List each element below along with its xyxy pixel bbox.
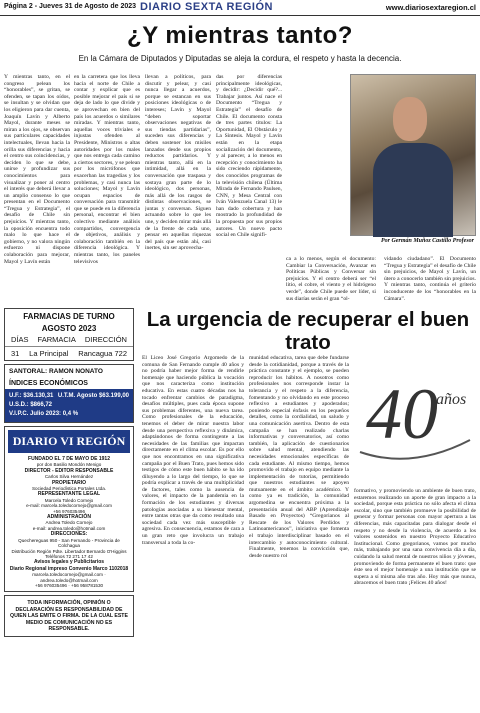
index-usd: U.S.D.: $866,72 [9, 402, 53, 408]
author-photo [350, 74, 476, 236]
pharmacies-month: AGOSTO 2023 [41, 324, 97, 333]
santoral: SANTORAL: RAMON NONATO [9, 368, 103, 375]
phone: Teléfonos 72 271 17 42 [45, 553, 93, 559]
page-number-date: Página 2 - Jueves 31 de Agosto de 2023 [4, 3, 137, 10]
pharmacies-col-address: DIRECCIÓN [84, 335, 127, 344]
owner-label: PROPIETARIO [51, 479, 87, 486]
article1-column-6: vidando ciudadano”. El Documento “Tregua y Estrategia” el desafío de Chile sin prejuicios, de Mayol y Lavín, un útero a conocerlo también sin prejuicios. Y mientras tanto, continúa el griterío inconducente de los “honorables en la Cámara”. [384, 256, 476, 302]
article1-column-4: das por diferencias principalmente ideológicas, y decidir: ¿Decidir qué?... Trabajar juntos. Así nace el Documento “Tregua y Estrategia” el desafío de Chile. El documento consta de tres partes títulos: La Oportunidad, El Obstáculo y La Sintesis. Mayol y Lavín están en la etapa socialización del documento, y al parecer, a lo menos en recepción y conocimiento ha sido creciendo rápidamente, dos conocidos programas de la televisión chilena (Última Mirada de Fernando Paulsen, CNN, y Mesa Central con Iván Valenzuela Canal 13) le han dado cobertura y han mostrado la profundidad de la propuesta por sus propios autores. Un nuevo pacto social en Chile signifi- [216, 74, 282, 239]
pharmacies-row-address: Rancagua 722 [78, 349, 127, 358]
address-2: Distribución Región Pdte. Libertador Bernardo O'Higgins [11, 548, 127, 554]
admin-name: Andrea Toledo Cornejo [45, 520, 93, 526]
badge-word: años [436, 391, 467, 408]
pharmacies-col-day: DÍAS [11, 335, 29, 344]
article1-column-5: ca a lo menos, según el documento: Cambiar la Conversación, Avanzar en Políticas Públicas y Conversar sin prejuicios. Y el centro deberá ser “el litio, el cobre, el viento y el hidrógeno verde”, donde Chile puede ser líder, si sus diarías serán el gran “ol- [286, 256, 376, 302]
author-photo-face [393, 97, 427, 141]
director: Carlos Silva Hernández [44, 474, 94, 480]
address: Quechereguas 950 - San Fernando - Provincia de Colchagua [18, 537, 120, 549]
legal-label: REPRESENTANTE LEGAL [37, 491, 101, 498]
newspaper-brand: DIARIO SEXTA REGIÓN [140, 1, 273, 13]
article2-column-1: El Liceo José Gregorio Argomedo de la comuna de San Fernando cumple 40 años y no podría haber mejor forma de rendirle homenaje que haciendo pública la vocación que nos caracteriza como institución educativa. En estas cuatro décadas nos ha tocado enfrentar cambios de paradigma, desafíos múltiples, pues cada época supone sus problemas diferentes, una nueva tarea. Como profesionales de la educación, tenemos el deber de mirar nuestra labor desde una perspectiva reflexiva y dinámica, adaptándonos de forma contingente a las necesidades de las familias que impactan directamente en el clima escolar. Es por ello que nos encontramos en una significativa campaña por el Buen Trato, pues hemos sido testigos de cómo este buen hábito se ha ido diluyendo a lo largo del tiempo, lo que se podría explicar a través de una multiplicidad de factores, tales como la ausencia de valores, el impacto de la pandemia en la formación de los estudiantes y diversas patologías asociadas a su bienestar mental, entre tantas otras que da como resultado una sociedad cada vez más susceptible y agresiva. En consecuencia, estamos de cara a un gran reto que involucra un trabajo transversal a toda la co- [142, 355, 244, 546]
article1-column-2: en la carretera que los lleva hacia el norte de Chile a contar y explicar que es posible mejorar el país si se deja de lado lo que divide y se aprovechan en bien del país los acuerdos o similares miradas. Y mientras tanto, aquellas voces triviales e injustas ofenden al Presidente, Ministros o altas autoridades por los males que nos entrega cada camino a ciertos sectores, y se pelean por los micrófonos que exacerban las tragedias y los problemas, y casi nunca las soluciones; Mayol y Lavín ocupan espacios de conversación para transmitir que se puede en la diferencia personal, encontrar el bien colectivo mediante análisis compartidos, convergencia de objetivos, análisis y colaboración también en la diferencia ideológica. Y mientras tanto, los paneles televisivos [74, 74, 140, 265]
contact-emails[interactable]: marcela.toledocornejo@gmail.com · andrea.toledo@hotmail.com [32, 572, 106, 583]
address-label: DIRECCIONES: [50, 531, 88, 538]
index-ipc: V.I.P.C. Julio 2023: 0,4 % [9, 411, 79, 417]
director-label: DIRECTOR - EDITOR RESPONSABLE [24, 467, 114, 474]
anniversary-badge-graphic [352, 352, 476, 484]
legal-phone: +56 976035496 [52, 508, 86, 514]
indices-values [5, 389, 133, 422]
article1-title: ¿Y mientras tanto? [127, 22, 353, 49]
index-uf: U.F.: $36.130,31 [9, 393, 54, 399]
masthead-details [8, 456, 130, 588]
founder: por don Basilio Mondón Menigo [36, 462, 102, 468]
legal-rep: Marcela Toledo Cornejo [44, 497, 94, 503]
print-info: Diario Regional impreso Convenio Marco 1102018 [9, 565, 129, 572]
newspaper-logo: DIARIO VI REGIÓN [8, 430, 130, 453]
article2-column-2: munidad educativa, tarea que debe fundarse desde la cotidianidad, porque a través de la práctica constante y el ejemplo, se pueden reproducir los hábitos. A nosotros como profesionales nos corresponde instar la tolerancia y el respeto a la diferencia, fomentando y no olvidando en este proceso reflexivo a estudiantes y apoderados; poniendo especial énfasis en los pequeños detalles, como la cordialidad, un saludo y una comunicación asertiva. Dentro de esta campaña se han realizado charlas informativas y conversatorios, así como también, la aplicación de cuestionarios sobre salud mental, atendiendo las necesidades emocionales específicas de cada estudiante. Al mismo tiempo, hemos promovido el trabajo en equipo mediante la implementación de tutorías, permitiendo que nuestros estudiantes se apoyen mutuamente en el ámbito académico. Y como ya es tradición, la comunidad argomedina se encuentra próxima a la presentación anual del ABP (Aprendizaje Basado en Proyectos) “Gregorianos al Rescate de los Valores Perdidos y Latinoamericanos”, iniciativa que fomenta el trabajo interdisciplinar basado en el intercambio y autoconocimiento cultural. Finalmente, tenemos la convicción que, desde nuestro rol [249, 355, 349, 559]
admin-label: ADMINISTRACIÓN [47, 514, 91, 521]
ads-label: Avisos legales y Publicitarios [33, 559, 105, 566]
author-photo-caption: Por Germán Muñoz Castillo Profesor [380, 238, 474, 244]
pharmacies-row-name: La Principal [29, 349, 69, 358]
article1-column-3: llevan a políticos, para discutir y pelear, y casi nunca llegar a acuerdos, porque se estancan en sus posiciones ideológicas o de intereses; Lavín y Mayol “deben soportar observaciones negativas de sus tiendas partidarias”, suceden sus diferencias y deben sostener los misiles lanzados desde sus propios reductos partidarios. Y mientras tanto, allá en la intimidad, allá en la conversación que traspasa y sostaya gran parte de lo ideológico, dos personas, más allá de los rasgos de distintas observaciones, se juntas y conversan. Siguen actuando sobre lo que les une, y deciden mirar más allá de la frente de cada uno, pensar en aquellas riquezas del país que están ahí, casi inertes, sin ser aprovecha- [145, 74, 211, 252]
masthead [4, 426, 134, 592]
anniversary-badge [352, 352, 476, 484]
owner: Sociedad Periodística Portales Ltda. [31, 486, 107, 492]
article1-column-1: Y mientras tanto, en el congreso pelean los “honorables”, se gritan, se ofenden, se tapan los oídos, se insultan y se olvidan que los eligieron para dar cuenta, Joaquín Lavín y Alberto Mayol, durante meses se miran a los ojos, se observan sus particulares capacidades intelectuales, llevan hacia la orilla sus diferencias y hacia el centro sus coincidencias, y deciden lo que se debe, unirse y profundizar sus conocimientos para visualizar y poner al centro el interés que deberá llevar a un amplio consenso lo que presentan en el Documento “Tregua y Estrategia”, el desafío de Chile sin prejuicios. Y mientras tanto, la oposición encuentra todo malo lo que hace el gobierno, y no valora ningún esfuerzo ni dispone colaboración para mejorar, Mayol y Lavín están [4, 74, 70, 265]
index-utm: U.T.M. Agosto $63.199,00 [57, 393, 129, 399]
santoral-indices-box [4, 364, 134, 423]
contact-phones: +56 976035496 · +56 958781530 [34, 582, 104, 588]
page-header [0, 0, 480, 16]
badge-number: 40 [366, 374, 438, 454]
pharmacies-col-pharmacy: FARMACIA [37, 335, 76, 344]
article2-column-3: formativo, y promoviendo un ambiente de buen trato, estaremos realizando un aporte de gran impacto a la sociedad, porque esta práctica no sólo afecta el clima escolar, sino que también promueve la posibilidad de generar y formar personas con mayor apertura a las diferencias, más capacitadas para dialogar desde el respeto y no desde la violencia, de acuerdo a los valores sostenidos en nuestro Proyecto Educativo Institucional. Como gregorianos, vamos por mucho más, trabajando por una sana convivencia día a día, cuidando la salud mental de nuestros niños y jóvenes, promoviendo de forma permanente el buen trato: que éste sea el mejor homenaje a una institución que se supera a sí misma año tras año. Hoy más que nunca, abracemos el buen trato ¡Felices 40 años! [354, 488, 476, 587]
pharmacies-row-day: 31 [11, 349, 20, 358]
author-photo-suit [373, 143, 453, 237]
legal-email[interactable]: e-mail: marcela.toledocornejo@gmail.com [26, 503, 112, 509]
pharmacies-header-row [5, 333, 133, 346]
sidebar [4, 308, 134, 713]
founded: FUNDADO EL 7 DE MAYO DE 1912 [28, 456, 110, 462]
indices-title: ÍNDICES ECONÓMICOS [9, 380, 88, 387]
pharmacies-box [4, 308, 134, 361]
website-link[interactable]: www.diariosextaregion.cl [385, 3, 476, 12]
article1-subtitle: En la Cámara de Diputados y Diputadas se aleja la cordura, el respeto y hasta la decencia. [78, 54, 402, 63]
pharmacies-row [5, 346, 133, 360]
article2-title: La urgencia de recuperar el buen trato [146, 308, 470, 354]
responsibility-notice: TODA INFORMACIÓN, OPINIÓN O DECLARACIÓN ES RESPONSABILIDAD DE QUIEN LAS EMITE O FIRMA. DE LA CUAL ESTE MEDIO DE COMUNICACIÓN NO ES RESPONSABLE. [4, 595, 134, 637]
admin-email[interactable]: e-mail: andrea.toledo@hotmail.com [32, 525, 106, 531]
pharmacies-title: FARMACIAS DE TURNO [23, 312, 115, 321]
